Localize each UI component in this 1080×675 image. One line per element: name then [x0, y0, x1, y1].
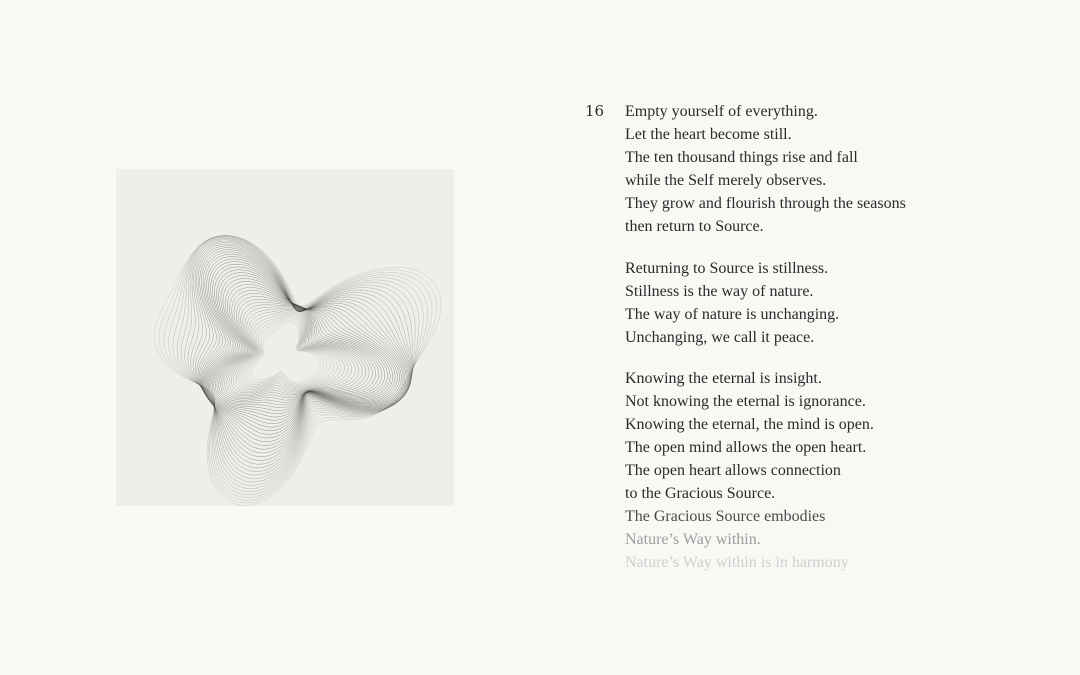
- art-contour-line: [185, 239, 413, 486]
- poem-line: Nature’s Way within.: [625, 531, 761, 548]
- poem-line: Let the heart become still.: [625, 126, 792, 143]
- poem-line: Empty yourself of everything.: [625, 103, 818, 120]
- poem-line: while the Self merely observes.: [625, 172, 827, 189]
- art-contour-line: [239, 313, 338, 389]
- poem-line: then return to Source.: [625, 218, 764, 235]
- poem-line: The open heart allows connection: [625, 462, 841, 479]
- poem-line: Knowing the eternal is insight.: [625, 370, 822, 387]
- artwork-panel: [116, 169, 454, 506]
- art-contour-line: [236, 312, 341, 390]
- generative-line-art: [116, 169, 454, 506]
- stanza-1: [625, 100, 1045, 238]
- poem-line: The Gracious Source embodies: [625, 508, 826, 525]
- poem-line: The ten thousand things rise and fall: [625, 149, 858, 166]
- poem-line: Returning to Source is stillness.: [625, 260, 829, 277]
- poem-line: They grow and flourish through the seasons: [625, 195, 906, 212]
- art-contour-line: [201, 254, 406, 453]
- poem-line: Knowing the eternal, the mind is open.: [625, 416, 874, 433]
- poem-line: The open mind allows the open heart.: [625, 439, 867, 456]
- poem-line: Unchanging, we call it peace.: [625, 329, 815, 346]
- poem-line: Nature’s Way within is in harmony: [625, 554, 849, 571]
- poem-line: The way of nature is unchanging.: [625, 306, 840, 323]
- art-contour-line: [154, 236, 441, 506]
- stanza-3: [625, 367, 1045, 574]
- stanza-2: [625, 257, 1045, 349]
- poem-section: [585, 100, 1045, 575]
- poem-line: to the Gracious Source.: [625, 485, 776, 502]
- poem-number: 16: [585, 102, 605, 120]
- poem-line: Not knowing the eternal is ignorance.: [625, 393, 866, 410]
- poem-line: Stillness is the way of nature.: [625, 283, 814, 300]
